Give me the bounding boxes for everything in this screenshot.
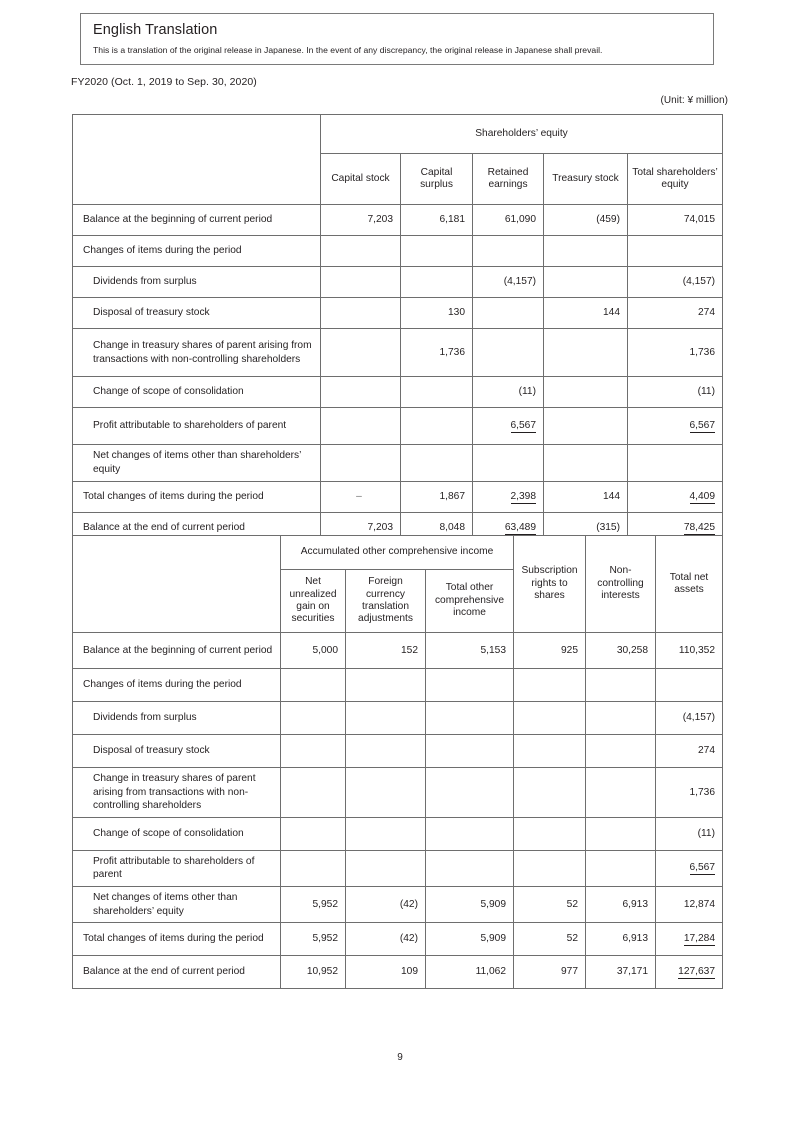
row-label: Total changes of items during the period	[73, 482, 321, 513]
accumulated-other-comprehensive-income-table	[72, 535, 723, 989]
row-label: Dividends from surplus	[73, 702, 281, 735]
table1-body	[73, 205, 723, 544]
row-label: Change in treasury shares of parent arising from transactions with non-controlling shareholders	[73, 329, 321, 377]
table-cell-value: 11,062	[426, 956, 514, 989]
table-cell-value: 1,736	[656, 768, 723, 818]
table-row	[73, 886, 723, 922]
table-cell-value: 5,952	[281, 923, 346, 956]
table-cell-value	[281, 735, 346, 768]
table-cell-value: 8,048	[401, 513, 473, 544]
table-cell-value	[544, 445, 628, 482]
table-cell-value	[321, 377, 401, 408]
table-cell-value	[473, 298, 544, 329]
row-label: Balance at the beginning of current period	[73, 633, 281, 669]
table-row	[73, 923, 723, 956]
table-row	[73, 298, 723, 329]
table-cell-value: 1,736	[401, 329, 473, 377]
table2-group-header: Accumulated other comprehensive income	[281, 536, 514, 570]
table-cell-value	[514, 669, 586, 702]
table2-header	[73, 536, 723, 633]
table-cell-value	[281, 817, 346, 850]
table-row	[73, 633, 723, 669]
table-cell-value	[346, 702, 426, 735]
table1-col-treasury-stock: Treasury stock	[544, 154, 628, 205]
table-cell-value	[473, 445, 544, 482]
table-cell-value	[514, 817, 586, 850]
page-number: 9	[397, 1052, 403, 1063]
row-label: Changes of items during the period	[73, 236, 321, 267]
table1-group-header-row	[73, 115, 723, 154]
table-cell-value: 17,284	[656, 923, 723, 956]
table-cell-value: 74,015	[628, 205, 723, 236]
table-cell-value: (459)	[544, 205, 628, 236]
table-cell-value: 109	[346, 956, 426, 989]
table-row	[73, 205, 723, 236]
row-label: Profit attributable to shareholders of parent	[73, 408, 321, 445]
table-cell-value	[544, 408, 628, 445]
row-label: Dividends from surplus	[73, 267, 321, 298]
table-cell-value: 37,171	[586, 956, 656, 989]
table-row	[73, 850, 723, 886]
table-cell-value: 1,736	[628, 329, 723, 377]
table-cell-value: 5,909	[426, 886, 514, 922]
table-cell-value	[346, 817, 426, 850]
table-cell-value	[514, 735, 586, 768]
table2-col-total-net-assets: Total net assets	[656, 536, 723, 633]
table-cell-value	[401, 445, 473, 482]
table-cell-value	[426, 702, 514, 735]
table-cell-value	[473, 329, 544, 377]
row-label: Total changes of items during the period	[73, 923, 281, 956]
table-cell-value: 6,913	[586, 886, 656, 922]
table2-col-net-unrealized-gain: Net unrealized gain on securities	[281, 570, 346, 633]
table1-corner-cell	[73, 115, 321, 205]
row-label: Change in treasury shares of parent arising from transactions with non-controlling shareholders	[73, 768, 281, 818]
table-cell-value	[656, 669, 723, 702]
table-cell-value	[544, 329, 628, 377]
fiscal-period-label: FY2020 (Oct. 1, 2019 to Sep. 30, 2020)	[71, 76, 257, 88]
table-row	[73, 445, 723, 482]
table-cell-value: 274	[628, 298, 723, 329]
row-label: Net changes of items other than shareholders’ equity	[73, 445, 321, 482]
table-cell-value	[586, 669, 656, 702]
shareholders-equity-table	[72, 114, 723, 544]
table-row	[73, 267, 723, 298]
table-cell-value: 4,409	[628, 482, 723, 513]
table-cell-value	[401, 267, 473, 298]
table1-header	[73, 115, 723, 205]
table-cell-value	[426, 817, 514, 850]
table-row	[73, 768, 723, 818]
table-cell-value	[281, 850, 346, 886]
row-label: Net changes of items other than shareholders’ equity	[73, 886, 281, 922]
table-row	[73, 669, 723, 702]
table-cell-value: 61,090	[473, 205, 544, 236]
table-cell-value	[321, 267, 401, 298]
table-cell-value: (11)	[656, 817, 723, 850]
table-cell-value	[586, 768, 656, 818]
table-cell-value	[321, 298, 401, 329]
english-translation-notice	[80, 13, 714, 65]
table1-col-total-shareholders-equity: Total shareholders’ equity	[628, 154, 723, 205]
table-cell-value	[321, 445, 401, 482]
table-cell-value: 130	[401, 298, 473, 329]
table-cell-value: 5,153	[426, 633, 514, 669]
table-cell-value: 152	[346, 633, 426, 669]
table-cell-value: 12,874	[656, 886, 723, 922]
table-cell-value: 127,637	[656, 956, 723, 989]
table-cell-value: 144	[544, 482, 628, 513]
row-label: Disposal of treasury stock	[73, 735, 281, 768]
notice-title: English Translation	[93, 22, 218, 38]
table2-col-foreign-currency-translation: Foreign currency translation adjustments	[346, 570, 426, 633]
table-row	[73, 956, 723, 989]
table1-col-capital-stock: Capital stock	[321, 154, 401, 205]
table-row	[73, 702, 723, 735]
table-cell-value: (42)	[346, 923, 426, 956]
row-label: Balance at the beginning of current period	[73, 205, 321, 236]
table-cell-value	[346, 735, 426, 768]
table-cell-value: 52	[514, 923, 586, 956]
table-cell-value	[281, 768, 346, 818]
table2-col-subscription-rights: Subscription rights to shares	[514, 536, 586, 633]
table-cell-value: 1,867	[401, 482, 473, 513]
row-label: Balance at the end of current period	[73, 956, 281, 989]
table-cell-value: 274	[656, 735, 723, 768]
table-cell-value: 7,203	[321, 513, 401, 544]
table-cell-value	[426, 735, 514, 768]
table-row	[73, 377, 723, 408]
table-cell-value	[321, 236, 401, 267]
table-cell-value: (11)	[628, 377, 723, 408]
table-row	[73, 735, 723, 768]
table-cell-value: 6,181	[401, 205, 473, 236]
table2-col-non-controlling-interests: Non-controlling interests	[586, 536, 656, 633]
table2-corner-cell	[73, 536, 281, 633]
table-cell-value: 110,352	[656, 633, 723, 669]
table-cell-value: 6,567	[628, 408, 723, 445]
table-cell-value	[544, 236, 628, 267]
table-cell-value: 6,567	[473, 408, 544, 445]
table-cell-value	[544, 377, 628, 408]
table-cell-value: 10,952	[281, 956, 346, 989]
table-cell-value: (315)	[544, 513, 628, 544]
table2-group-header-row	[73, 536, 723, 570]
table-cell-value	[346, 768, 426, 818]
table-cell-value	[401, 408, 473, 445]
notice-subtitle: This is a translation of the original release in Japanese. In the event of any discrepancy, the original release in Japanese shall prevail.	[93, 45, 603, 55]
table2-body	[73, 633, 723, 989]
table-cell-value	[401, 377, 473, 408]
table-cell-value: 6,913	[586, 923, 656, 956]
row-label: Profit attributable to shareholders of parent	[73, 850, 281, 886]
table-row	[73, 329, 723, 377]
row-label: Balance at the end of current period	[73, 513, 321, 544]
table-cell-value: –	[321, 482, 401, 513]
table-cell-value: 5,000	[281, 633, 346, 669]
table-cell-value	[321, 408, 401, 445]
table2-col-total-other-comprehensive-income: Total other comprehensive income	[426, 570, 514, 633]
table-cell-value: (11)	[473, 377, 544, 408]
row-label: Changes of items during the period	[73, 669, 281, 702]
table-cell-value: 144	[544, 298, 628, 329]
table-cell-value	[586, 850, 656, 886]
table-cell-value	[321, 329, 401, 377]
table-cell-value	[628, 236, 723, 267]
table1-col-retained-earnings: Retained earnings	[473, 154, 544, 205]
table-row	[73, 236, 723, 267]
table-row	[73, 817, 723, 850]
table-cell-value: 52	[514, 886, 586, 922]
table-cell-value	[281, 702, 346, 735]
table-cell-value	[544, 267, 628, 298]
table-cell-value	[426, 669, 514, 702]
table-cell-value	[514, 850, 586, 886]
table1-group-header: Shareholders’ equity	[321, 115, 723, 154]
row-label: Change of scope of consolidation	[73, 377, 321, 408]
table-cell-value	[514, 768, 586, 818]
table-cell-value: 5,952	[281, 886, 346, 922]
table-cell-value	[426, 768, 514, 818]
table-row	[73, 408, 723, 445]
table-row	[73, 482, 723, 513]
row-label: Change of scope of consolidation	[73, 817, 281, 850]
table-cell-value: 2,398	[473, 482, 544, 513]
table-cell-value: (42)	[346, 886, 426, 922]
table-cell-value	[586, 735, 656, 768]
table-cell-value: (4,157)	[628, 267, 723, 298]
table-cell-value: 5,909	[426, 923, 514, 956]
unit-label: (Unit: ¥ million)	[660, 95, 728, 106]
table-cell-value	[473, 236, 544, 267]
table1-col-capital-surplus: Capital surplus	[401, 154, 473, 205]
table-cell-value: (4,157)	[473, 267, 544, 298]
table-cell-value: 7,203	[321, 205, 401, 236]
table-cell-value: (4,157)	[656, 702, 723, 735]
table-cell-value	[586, 702, 656, 735]
table-cell-value	[401, 236, 473, 267]
table-cell-value	[281, 669, 346, 702]
table-cell-value: 6,567	[656, 850, 723, 886]
table-cell-value	[346, 669, 426, 702]
table-cell-value	[346, 850, 426, 886]
table-cell-value: 78,425	[628, 513, 723, 544]
table-cell-value	[628, 445, 723, 482]
table-cell-value: 63,489	[473, 513, 544, 544]
table-cell-value: 977	[514, 956, 586, 989]
table-cell-value	[426, 850, 514, 886]
table-cell-value: 925	[514, 633, 586, 669]
table-cell-value	[514, 702, 586, 735]
table-cell-value: 30,258	[586, 633, 656, 669]
row-label: Disposal of treasury stock	[73, 298, 321, 329]
table-cell-value	[586, 817, 656, 850]
